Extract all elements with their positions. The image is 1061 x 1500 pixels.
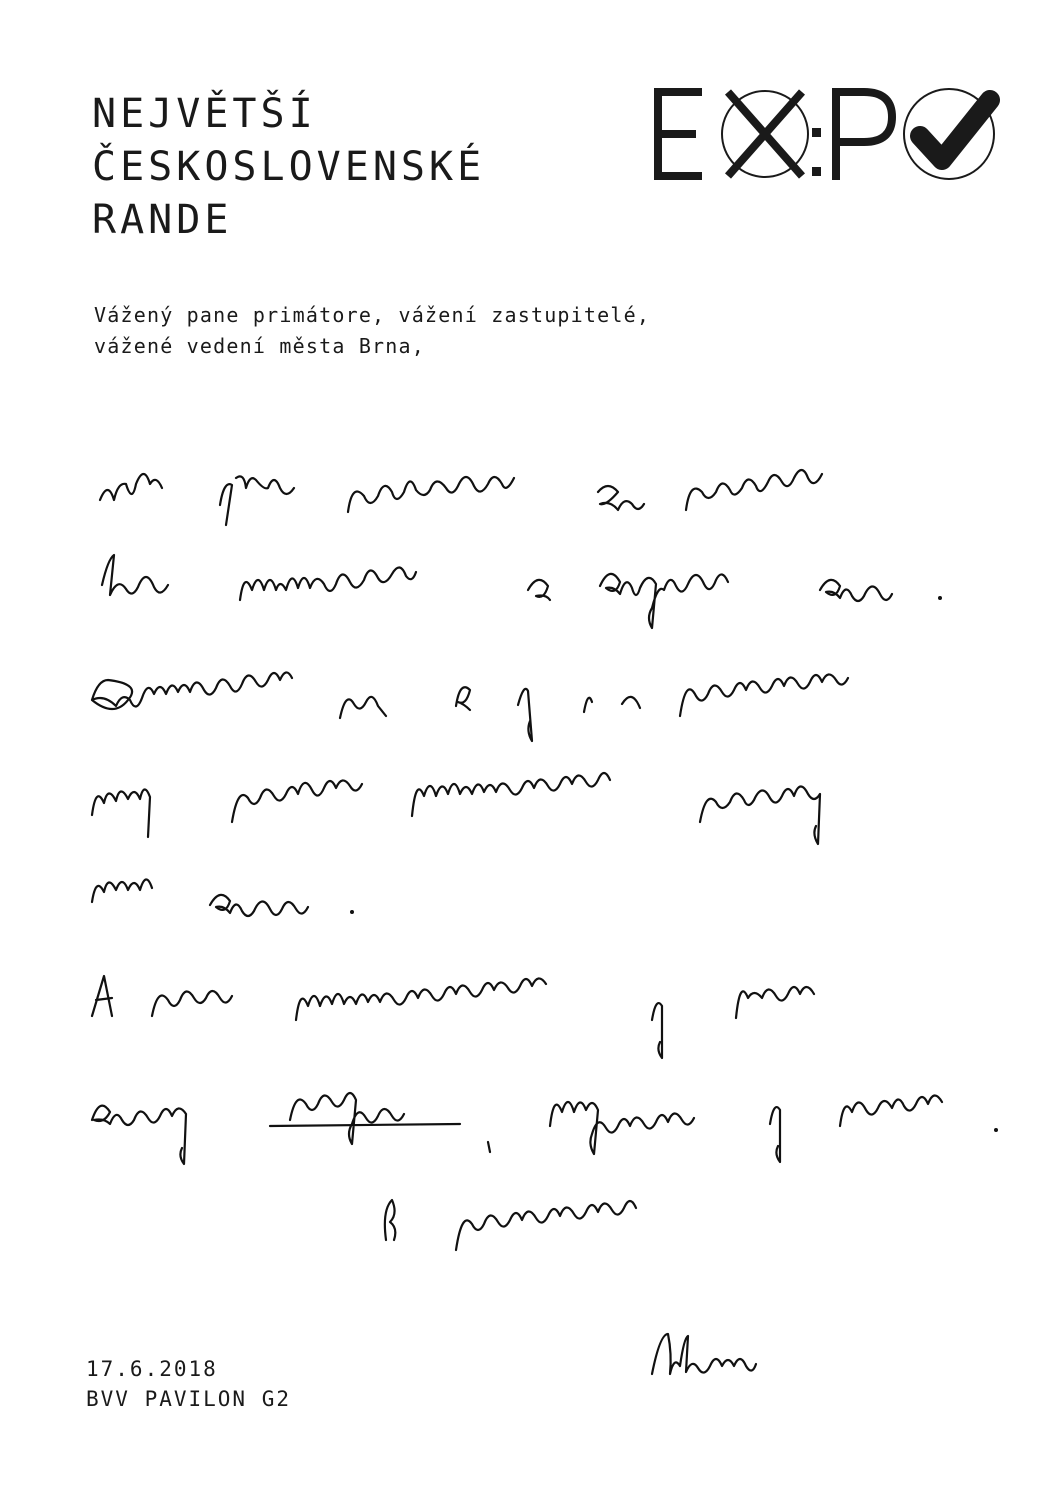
event-date: 17.6.2018	[86, 1357, 218, 1381]
handwritten-closing	[385, 1200, 636, 1250]
event-info	[86, 1354, 291, 1414]
title-line-1: NEJVĚTŠÍ	[92, 91, 317, 137]
handwritten-line-2	[102, 555, 942, 628]
handwritten-line-5	[92, 879, 354, 916]
handwritten-line-7	[92, 1093, 998, 1164]
event-venue: BVV PAVILON G2	[86, 1387, 292, 1411]
handwritten-line-6	[92, 976, 814, 1058]
signature	[652, 1334, 756, 1374]
handwritten-line-3	[92, 672, 848, 741]
handwritten-line-1	[100, 470, 822, 525]
title-line-3: RANDE	[92, 197, 233, 243]
salutation-line-1: Vážený pane primátore, vážení zastupitelé,	[94, 303, 651, 327]
salutation-line-2: vážené vedení města Brna,	[94, 334, 426, 358]
title-line-2: ČESKOSLOVENSKÉ	[92, 144, 486, 190]
handwritten-line-4	[92, 773, 820, 844]
